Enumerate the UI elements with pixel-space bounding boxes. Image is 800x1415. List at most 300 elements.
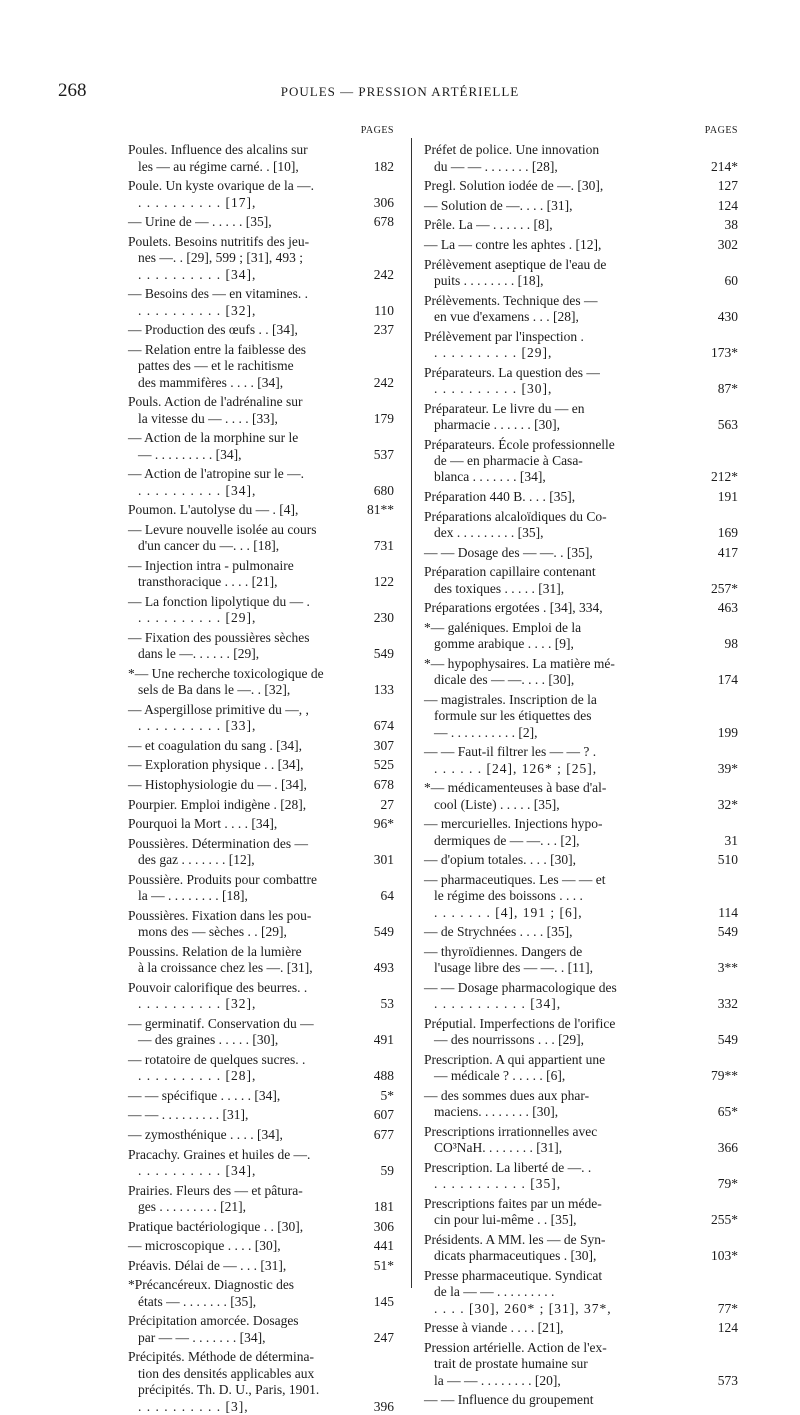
entry-page-number: 114 — [718, 904, 738, 920]
entry-line: — . . . . . . . . . . [2], — [434, 724, 538, 740]
entry-line: *— Une recherche toxicologique de — [128, 665, 324, 681]
entry-page-number: 77* — [717, 1300, 738, 1316]
entry-line: . . . . [30], 260* ; [31], 37*, — [434, 1300, 612, 1316]
entry-line: cool (Liste) . . . . . [35], — [434, 796, 560, 812]
index-entry — [424, 1196, 738, 1229]
entry-page-number: 242 — [373, 374, 394, 390]
entry-page-number: 174 — [717, 672, 738, 688]
entry-page-number: 3** — [717, 960, 738, 976]
page-number: 268 — [58, 80, 87, 101]
entry-line: maciens. . . . . . . . [30], — [434, 1104, 559, 1120]
entry-line: du — — . . . . . . . [28], — [434, 158, 558, 174]
entry-text — [128, 816, 344, 832]
index-entry — [424, 329, 738, 362]
index-entry — [128, 738, 394, 754]
entry-line: trait de prostate humaine sur — [434, 1356, 588, 1372]
entry-line: CO³NaH. . . . . . . . [31], — [434, 1140, 563, 1156]
index-entry — [424, 509, 738, 542]
entry-line: l'usage libre des — —. . [11], — [434, 960, 594, 976]
entry-line: — — Faut-il filtrer les — — ? . — [424, 744, 597, 760]
entry-line: — Production des œufs . . [34], — [128, 322, 298, 338]
entry-line: de la — — . . . . . . . . . — [434, 1284, 555, 1300]
entry-text — [424, 437, 688, 486]
pages-column-label — [128, 122, 394, 139]
entry-page-number: 124 — [717, 1320, 738, 1336]
entry-line: — — Dosage des — —. . [35], — [424, 544, 593, 560]
entry-line: sels de Ba dans le —. . [32], — [138, 682, 291, 698]
entry-page-number: 181 — [373, 1198, 394, 1214]
entry-line: . . . . . . . . . . . [35], — [434, 1176, 562, 1192]
entry-line: Prêle. La — . . . . . . [8], — [424, 217, 553, 233]
entry-page-number: 537 — [373, 446, 394, 462]
entry-page-number: 39* — [717, 760, 738, 776]
entry-text — [128, 322, 344, 338]
entry-line: — rotatoire de quelques sucres. . — [128, 1051, 306, 1067]
index-entry — [424, 620, 738, 653]
page-header — [0, 80, 800, 104]
entry-text — [128, 430, 344, 463]
entry-line: Préparateurs. La question des — — [424, 364, 600, 380]
entry-line: ges . . . . . . . . . [21], — [138, 1198, 246, 1214]
entry-line: . . . . . . . . . . . [34], — [434, 996, 562, 1012]
entry-line: la — — . . . . . . . . [20], — [434, 1372, 561, 1388]
entry-page-number: 173* — [711, 344, 738, 360]
entry-line: — microscopique . . . . [30], — [128, 1238, 281, 1254]
entry-text — [128, 522, 344, 555]
entry-line: Poulets. Besoins nutritifs des jeu- — [128, 233, 310, 249]
entry-text — [128, 757, 344, 773]
index-entry — [424, 816, 738, 849]
entry-page-number: 302 — [717, 236, 738, 252]
entry-page-number: 680 — [373, 482, 394, 498]
entry-text — [424, 980, 688, 1013]
entry-line: — Levure nouvelle isolée au cours — [128, 521, 317, 537]
entry-page-number: 127 — [717, 178, 738, 194]
entry-text — [424, 293, 688, 326]
entry-line: Prescription. A qui appartient une — [424, 1051, 606, 1067]
entry-line: Prairies. Fleurs des — et pâtura- — [128, 1182, 303, 1198]
index-entry — [424, 365, 738, 398]
entry-line: Prescription. La liberté de —. . — [424, 1159, 592, 1175]
entry-page-number: 51* — [373, 1257, 394, 1273]
entry-line: Prélèvement aseptique de l'eau de — [424, 256, 607, 272]
index-entry — [128, 908, 394, 941]
entry-page-number: 38 — [724, 217, 738, 233]
entry-page-number: 53 — [380, 996, 394, 1012]
entry-page-number: 441 — [373, 1238, 394, 1254]
entry-page-number: 573 — [717, 1372, 738, 1388]
entry-line: . . . . . . . . . . [30], — [434, 380, 553, 396]
entry-text — [424, 924, 688, 940]
entry-page-number: 549 — [373, 646, 394, 662]
column-divider — [411, 138, 412, 1288]
entry-page-number: 79** — [711, 1068, 738, 1084]
entry-line: *— galéniques. Emploi de la — [424, 619, 582, 635]
entry-text — [424, 656, 688, 689]
index-entry — [424, 852, 738, 868]
entry-line: dicale des — —. . . . [30], — [434, 672, 575, 688]
entry-page-number: 678 — [373, 776, 394, 792]
running-title: POULES — PRESSION ARTÉRIELLE — [280, 84, 520, 99]
entry-line: Préparations ergotées . [34], 334, — [424, 600, 603, 616]
entry-text — [424, 780, 688, 813]
entry-text — [424, 489, 688, 505]
entry-line: — Urine de — . . . . . [35], — [128, 214, 272, 230]
entry-line: mons des — sèches . . [29], — [138, 924, 287, 940]
entry-page-number: 247 — [373, 1329, 394, 1345]
entry-page-number: 306 — [373, 1218, 394, 1234]
entry-text — [424, 365, 688, 398]
entry-line: de — en pharmacie à Casa- — [434, 452, 583, 468]
entry-text — [424, 1268, 688, 1317]
entry-line: la — . . . . . . . . [18], — [138, 888, 248, 904]
entry-page-number: 237 — [373, 322, 394, 338]
index-entry — [128, 1313, 394, 1346]
entry-page-number: 563 — [717, 416, 738, 432]
entry-text — [424, 744, 688, 777]
entry-text — [424, 178, 688, 194]
entry-line: précipités. Th. D. U., Paris, 1901. — [138, 1382, 320, 1398]
entry-text — [424, 401, 688, 434]
index-column-left — [128, 122, 394, 1415]
entry-line: — La fonction lipolytique du — . — [128, 593, 310, 609]
entry-text — [128, 1238, 344, 1254]
entry-line: à la croissance chez les —. [31], — [138, 960, 313, 976]
entry-line: Pouvoir calorifique des beurres. . — [128, 979, 308, 995]
entry-line: dermiques de — —. . . [2], — [434, 832, 580, 848]
index-entry — [128, 797, 394, 813]
entry-text — [128, 1183, 344, 1216]
entry-line: Pracachy. Graines et huiles de —. — [128, 1146, 311, 1162]
entry-line: d'un cancer du —. . . [18], — [138, 538, 280, 554]
entry-page-number: 169 — [717, 524, 738, 540]
index-entry — [424, 1340, 738, 1389]
entry-page-number: 301 — [373, 852, 394, 868]
entry-line: Poussins. Relation de la lumière — [128, 943, 302, 959]
entry-page-number: 510 — [717, 852, 738, 868]
entry-page-number: 255* — [711, 1212, 738, 1228]
index-entry — [424, 924, 738, 940]
entry-line: Pression artérielle. Action de l'ex- — [424, 1339, 607, 1355]
entry-page-number: 549 — [717, 1032, 738, 1048]
index-entry — [128, 394, 394, 427]
entry-line: . . . . . . . . . . [34], — [138, 266, 257, 282]
entry-line: dans le —. . . . . . [29], — [138, 646, 260, 662]
entry-line: Pourpier. Emploi indigène . [28], — [128, 796, 307, 812]
entry-line: Préparations alcaloïdiques du Co- — [424, 508, 607, 524]
entry-page-number: 191 — [717, 488, 738, 504]
index-entry — [128, 944, 394, 977]
index-entry — [424, 198, 738, 214]
entry-line: — Besoins des — en vitamines. . — [128, 286, 308, 302]
index-entry — [424, 780, 738, 813]
entry-text — [424, 816, 688, 849]
entry-text — [128, 178, 344, 211]
entry-line: — Aspergillose primitive du —, , — [128, 701, 309, 717]
entry-line: dex . . . . . . . . . [35], — [434, 524, 544, 540]
entry-line: . . . . . . . [4], 191 ; [6], — [434, 904, 583, 920]
entry-text — [424, 692, 688, 741]
index-entry — [128, 286, 394, 319]
entry-text — [424, 1392, 688, 1408]
entry-page-number: 60 — [724, 272, 738, 288]
index-entry — [424, 600, 738, 616]
entry-page-number: 179 — [373, 410, 394, 426]
entry-line: . . . . . . . . . . [33], — [138, 718, 257, 734]
index-entry — [424, 692, 738, 741]
entry-line: — thyroïdiennes. Dangers de — [424, 943, 583, 959]
entry-page-number: 674 — [373, 718, 394, 734]
entry-page-number: 133 — [373, 682, 394, 698]
entry-line: — — Dosage pharmacologique des — [424, 979, 617, 995]
index-entry — [424, 564, 738, 597]
index-entry — [128, 558, 394, 591]
entry-line: le régime des boissons . . . . — [434, 888, 583, 904]
entry-line: *— médicamenteuses à base d'al- — [424, 780, 607, 796]
index-entry — [424, 744, 738, 777]
index-entry — [128, 214, 394, 230]
index-entry — [424, 1268, 738, 1317]
entry-line: tion des densités applicables aux — [138, 1365, 315, 1381]
index-entry — [424, 178, 738, 194]
entry-text — [424, 600, 688, 616]
entry-line: états — . . . . . . . [35], — [138, 1293, 257, 1309]
entry-text — [424, 217, 688, 233]
entry-text — [424, 852, 688, 868]
entry-text — [128, 797, 344, 813]
entry-line: Précipitation amorcée. Dosages — [128, 1313, 299, 1329]
entry-page-number: 182 — [373, 158, 394, 174]
index-entry — [128, 1147, 394, 1180]
entry-text — [128, 1016, 344, 1049]
entry-page-number: 307 — [373, 737, 394, 753]
entry-line: — des nourrissons . . . [29], — [434, 1032, 584, 1048]
entry-text — [128, 466, 344, 499]
entry-text — [424, 1232, 688, 1265]
entry-page-number: 678 — [373, 214, 394, 230]
entry-line: Pourquoi la Mort . . . . [34], — [128, 816, 278, 832]
entry-line: la vitesse du — . . . . [33], — [138, 410, 278, 426]
entry-page-number: 64 — [380, 888, 394, 904]
entry-line: — — spécifique . . . . . [34], — [128, 1087, 281, 1103]
entry-line: pattes des — et le rachitisme — [138, 358, 294, 374]
entry-line: . . . . . . [24], 126* ; [25], — [434, 760, 598, 776]
index-entry — [424, 237, 738, 253]
entry-text — [128, 558, 344, 591]
entry-text — [128, 980, 344, 1013]
entry-text — [128, 908, 344, 941]
index-entry — [424, 980, 738, 1013]
entry-line: Préavis. Délai de — . . . [31], — [128, 1257, 287, 1273]
index-entry — [128, 594, 394, 627]
entry-page-number: 5* — [380, 1087, 394, 1103]
entry-page-number: 32* — [717, 796, 738, 812]
entry-page-number: 122 — [373, 574, 394, 590]
index-entry — [128, 342, 394, 391]
entry-line: . . . . . . . . . . [34], — [138, 1162, 257, 1178]
index-entry — [424, 217, 738, 233]
pages-column-label — [424, 122, 738, 139]
entry-page-number: 96* — [373, 816, 394, 832]
entry-page-number: 493 — [373, 960, 394, 976]
entry-page-number: 332 — [717, 996, 738, 1012]
index-entry — [128, 1088, 394, 1104]
entry-page-number: 59 — [380, 1162, 394, 1178]
entry-text — [424, 1088, 688, 1121]
entry-text — [424, 1160, 688, 1193]
entry-text — [128, 1258, 344, 1274]
entry-text — [128, 702, 344, 735]
entry-page-number: 124 — [717, 197, 738, 213]
entry-text — [128, 142, 344, 175]
entry-text — [424, 198, 688, 214]
entry-page-number: 463 — [717, 600, 738, 616]
entry-text — [128, 1219, 344, 1235]
entry-line: Préparateurs. École professionnelle — [424, 436, 615, 452]
entry-text — [128, 594, 344, 627]
index-entry — [128, 980, 394, 1013]
index-entry — [128, 1107, 394, 1123]
entry-line: . . . . . . . . . . [28], — [138, 1068, 257, 1084]
entry-page-number: 31 — [724, 832, 738, 848]
index-entry — [128, 1349, 394, 1415]
entry-text — [424, 1124, 688, 1157]
entry-line: . . . . . . . . . . [17], — [138, 194, 257, 210]
entry-line: — et coagulation du sang . [34], — [128, 737, 302, 753]
entry-line: Poumon. L'autolyse du — . [4], — [128, 502, 299, 518]
entry-page-number: 212* — [711, 469, 738, 485]
entry-page-number: 549 — [717, 924, 738, 940]
entry-line: Prescriptions faites par un méde- — [424, 1195, 602, 1211]
entry-line: Prélèvement par l'inspection . — [424, 328, 584, 344]
entry-line: . . . . . . . . . . [3], — [138, 1398, 249, 1414]
entry-line: des gaz . . . . . . . [12], — [138, 852, 255, 868]
entry-text — [424, 564, 688, 597]
entry-line: . . . . . . . . . . [29], — [434, 344, 553, 360]
index-entry — [128, 502, 394, 518]
entry-page-number: 65* — [717, 1104, 738, 1120]
index-column-right — [424, 122, 738, 1409]
entry-line: — Action de l'atropine sur le —. — [128, 466, 305, 482]
entry-line: . . . . . . . . . . [29], — [138, 610, 257, 626]
entry-line: — zymosthénique . . . . [34], — [128, 1126, 283, 1142]
entry-page-number: 79* — [717, 1176, 738, 1192]
entry-page-number: 677 — [373, 1126, 394, 1142]
index-entry — [424, 545, 738, 561]
entry-page-number: 110 — [374, 302, 394, 318]
entry-line: Pregl. Solution iodée de —. [30], — [424, 178, 604, 194]
entry-text — [128, 836, 344, 869]
index-entry — [128, 430, 394, 463]
entry-page-number: 488 — [373, 1068, 394, 1084]
index-entry — [128, 630, 394, 663]
entry-line: cin pour lui-même . . [35], — [434, 1212, 577, 1228]
entry-line: — Fixation des poussières sèches — [128, 629, 310, 645]
entry-text — [128, 286, 344, 319]
entry-page-number: 145 — [373, 1293, 394, 1309]
entry-text — [424, 237, 688, 253]
entry-line: — Action de la morphine sur le — [128, 430, 299, 446]
entry-line: — de Strychnées . . . . [35], — [424, 924, 573, 940]
index-entry — [424, 1088, 738, 1121]
entry-line: puits . . . . . . . . [18], — [434, 272, 544, 288]
entry-text — [128, 777, 344, 793]
entry-line: Poussières. Fixation dans les pou- — [128, 907, 312, 923]
entry-text — [128, 630, 344, 663]
entry-page-number: 230 — [373, 610, 394, 626]
entry-text — [424, 872, 688, 921]
entry-line: — La — contre les aphtes . [12], — [424, 236, 602, 252]
entry-line: pharmacie . . . . . . [30], — [434, 416, 560, 432]
index-entry — [424, 257, 738, 290]
index-entry — [128, 142, 394, 175]
index-entry — [128, 666, 394, 699]
entry-page-number: 257* — [711, 580, 738, 596]
index-entry — [128, 816, 394, 832]
index-entry — [128, 1183, 394, 1216]
index-entry — [424, 944, 738, 977]
entry-line: — germinatif. Conservation du — — [128, 1015, 314, 1031]
index-entry — [424, 1160, 738, 1193]
entry-text — [128, 1127, 344, 1143]
entry-line: . . . . . . . . . . [32], — [138, 302, 257, 318]
entry-text — [128, 1277, 344, 1310]
entry-page-number: 199 — [717, 724, 738, 740]
index-entry — [128, 872, 394, 905]
entry-line: Présidents. A MM. les — de Syn- — [424, 1231, 606, 1247]
index-entry — [128, 777, 394, 793]
entry-page-number: 731 — [373, 538, 394, 554]
entry-text — [128, 872, 344, 905]
entry-line: Presse pharmaceutique. Syndicat — [424, 1267, 603, 1283]
pages-label: PAGES — [704, 125, 738, 136]
entry-page-number: 491 — [373, 1032, 394, 1048]
entry-text — [424, 620, 688, 653]
index-entry — [128, 1238, 394, 1254]
index-entry — [128, 1052, 394, 1085]
entry-line: en vue d'examens . . . [28], — [434, 308, 579, 324]
index-entry — [424, 401, 738, 434]
entry-text — [424, 509, 688, 542]
entry-text — [424, 142, 688, 175]
entry-line: — — . . . . . . . . . [31], — [128, 1107, 249, 1123]
entry-text — [424, 545, 688, 561]
index-entry — [424, 1124, 738, 1157]
entry-page-number: 306 — [373, 194, 394, 210]
entry-text — [424, 329, 688, 362]
entry-line: Précipités. Méthode de détermina- — [128, 1349, 314, 1365]
entry-line: *— hypophysaires. La matière mé- — [424, 655, 615, 671]
entry-page-number: 98 — [724, 636, 738, 652]
entry-text — [128, 1107, 344, 1123]
entry-text — [128, 1349, 344, 1415]
entry-line: — Solution de —. . . . [31], — [424, 197, 573, 213]
index-entry — [128, 522, 394, 555]
entry-line: dicats pharmaceutiques . [30], — [434, 1248, 597, 1264]
index-entry — [128, 178, 394, 211]
entry-page-number: 87* — [717, 380, 738, 396]
index-entry — [424, 872, 738, 921]
entry-line: Préfet de police. Une innovation — [424, 142, 600, 158]
pages-label: PAGES — [360, 125, 394, 136]
index-entry — [128, 1127, 394, 1143]
entry-line: *Précancéreux. Diagnostic des — [128, 1277, 295, 1293]
entry-line: — d'opium totales. . . . [30], — [424, 852, 577, 868]
entry-line: — — Influence du groupement — [424, 1392, 594, 1408]
entry-line: — pharmaceutiques. Les — — et — [424, 871, 606, 887]
entry-line: Préparation capillaire contenant — [424, 564, 596, 580]
index-entry — [128, 1277, 394, 1310]
